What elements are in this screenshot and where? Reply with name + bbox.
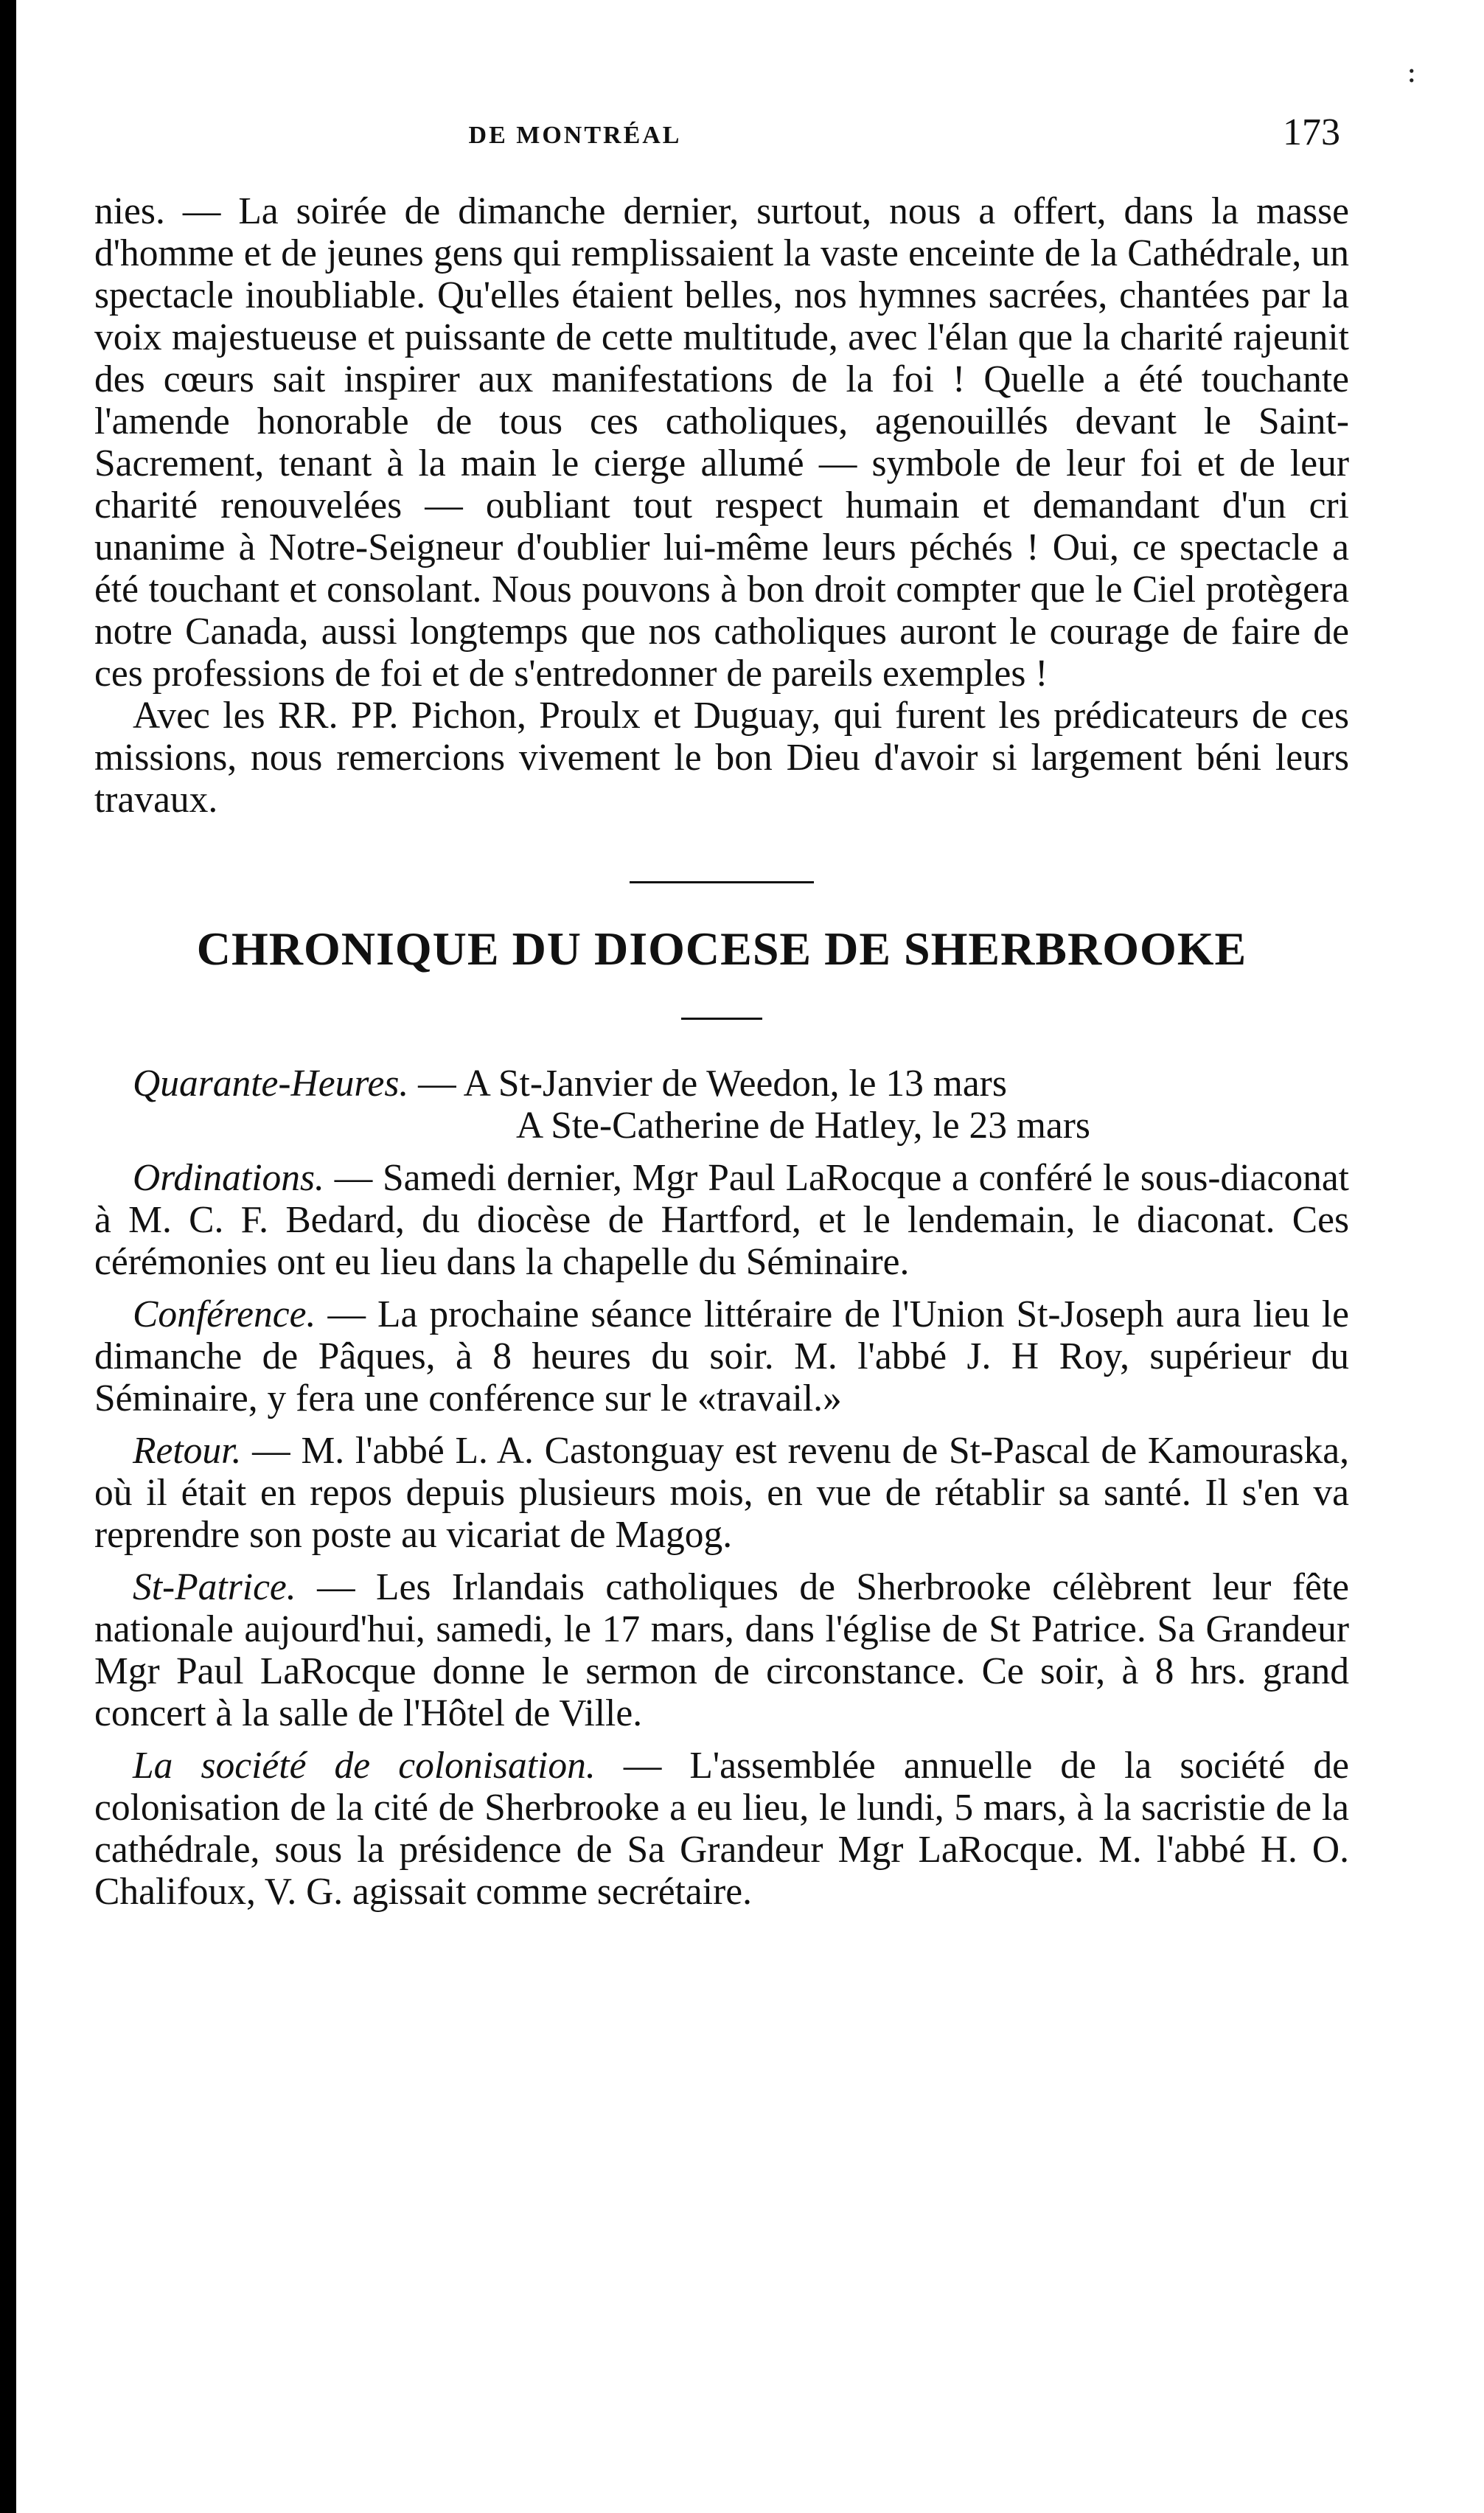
section-divider-top [630, 881, 814, 883]
entry-ordinations [94, 1157, 1349, 1283]
section-divider-bottom [681, 1018, 762, 1020]
entry-label: Retour. [133, 1430, 242, 1472]
entry-label: Conférence. [133, 1293, 316, 1335]
section-title: CHRONIQUE DU DIOCESE DE SHERBROOKE [196, 922, 1247, 975]
entry-societe-colonisation [94, 1745, 1349, 1913]
continuation-paragraph: nies. — La soirée de dimanche dernier, surtout, nous a offert, dans la masse d'homme et de jeunes gens qui remplissaient la vaste enceinte de la Cathédrale, un spectacle inoubliable. Qu'elles étaient belles, nos hymnes sacrées, chantées par la voix majestueuse et puissante de cette multitude, avec l'élan que la charité rajeunit des cœurs sait inspirer aux manifestations de la foi ! Quelle a été touchante l'amende honorable de tous ces catholiques, agenouillés devant le Saint-Sacrement, tenant à la main le cierge allumé — symbole de leur foi et de leur charité renouvelées — oubliant tout respect humain et demandant d'un cri unanime à Notre-Seigneur d'oublier lui-même leurs péchés ! Oui, ce spectacle a été touchant et consolant. Nous pouvons à bon droit compter que le Ciel protègera notre Canada, aussi longtemps que nos catholiques auront le courage de faire de ces professions de foi et de s'entredonner de pareils exemples ! [94, 190, 1349, 695]
quarante-heures-line-1 [94, 1063, 1349, 1105]
entry-text: — Les Irlandais catholiques de Sherbrooke célèbrent leur fête nationale aujourd'hui, samedi, le 17 mars, dans l'église de St Patrice. Sa Grandeur Mgr Paul LaRocque donne le sermon de circonstance. Ce soir, à 8 hrs. grand concert à la salle de l'Hôtel de Ville. [94, 1566, 1349, 1734]
spacer [94, 1419, 1349, 1430]
entry-label: Quarante-Heures. [133, 1063, 409, 1105]
running-head: DE MONTRÉAL [468, 122, 682, 149]
spacer [94, 1147, 1349, 1157]
entry-quarante-heures [94, 1063, 1349, 1147]
entry-text: — Samedi dernier, Mgr Paul LaRocque a conféré le sous-diaconat à M. C. F. Bedard, du diocèse de Hartford, et le lendemain, le diaconat. Ces cérémonies ont eu lieu dans la chapelle du Séminaire. [94, 1157, 1349, 1283]
closing-paragraph: Avec les RR. PP. Pichon, Proulx et Duguay, qui furent les prédicateurs de ces missions, nous remercions vivement le bon Dieu d'avoir si largement béni leurs travaux. [94, 695, 1349, 821]
entry-label: Ordinations. [133, 1157, 324, 1199]
entry-text: — L'assemblée annuelle de la société de colonisation de la cité de Sherbrooke a eu lieu, le lundi, 5 mars, à la sacristie de la cathédrale, sous la présidence de Sa Grandeur Mgr LaRocque. M. l'abbé H. O. Chalifoux, V. G. agissait comme secrétaire. [94, 1745, 1349, 1913]
spacer [94, 1734, 1349, 1745]
entry-text: — A St-Janvier de Weedon, le 13 mars [408, 1063, 1007, 1105]
entry-text: — M. l'abbé L. A. Castonguay est revenu de St-Pascal de Kamouraska, où il était en repos depuis plusieurs mois, en vue de rétablir sa santé. Il s'en va reprendre son poste au vicariat de Magog. [94, 1430, 1349, 1556]
page-body [94, 190, 1349, 1913]
entry-label: St-Patrice. [133, 1566, 296, 1608]
spacer [94, 1556, 1349, 1566]
page-edge-rule [0, 0, 16, 2513]
entry-retour [94, 1430, 1349, 1556]
entry-st-patrice [94, 1566, 1349, 1734]
page-number: 173 [1283, 111, 1340, 153]
entry-text: — La prochaine séance littéraire de l'Union St-Joseph aura lieu le dimanche de Pâques, à 8 heures du soir. M. l'abbé J. H Roy, supérieur du Séminaire, y fera une conférence sur le «travail.» [94, 1293, 1349, 1419]
entry-label: La société de colonisation. [133, 1745, 596, 1787]
quarante-heures-line-2: A Ste-Catherine de Hatley, le 23 mars [516, 1105, 1090, 1147]
spacer [94, 1283, 1349, 1293]
entry-conference [94, 1293, 1349, 1419]
corner-mark: : [1407, 55, 1417, 89]
chronicle-entries [94, 1063, 1349, 1913]
